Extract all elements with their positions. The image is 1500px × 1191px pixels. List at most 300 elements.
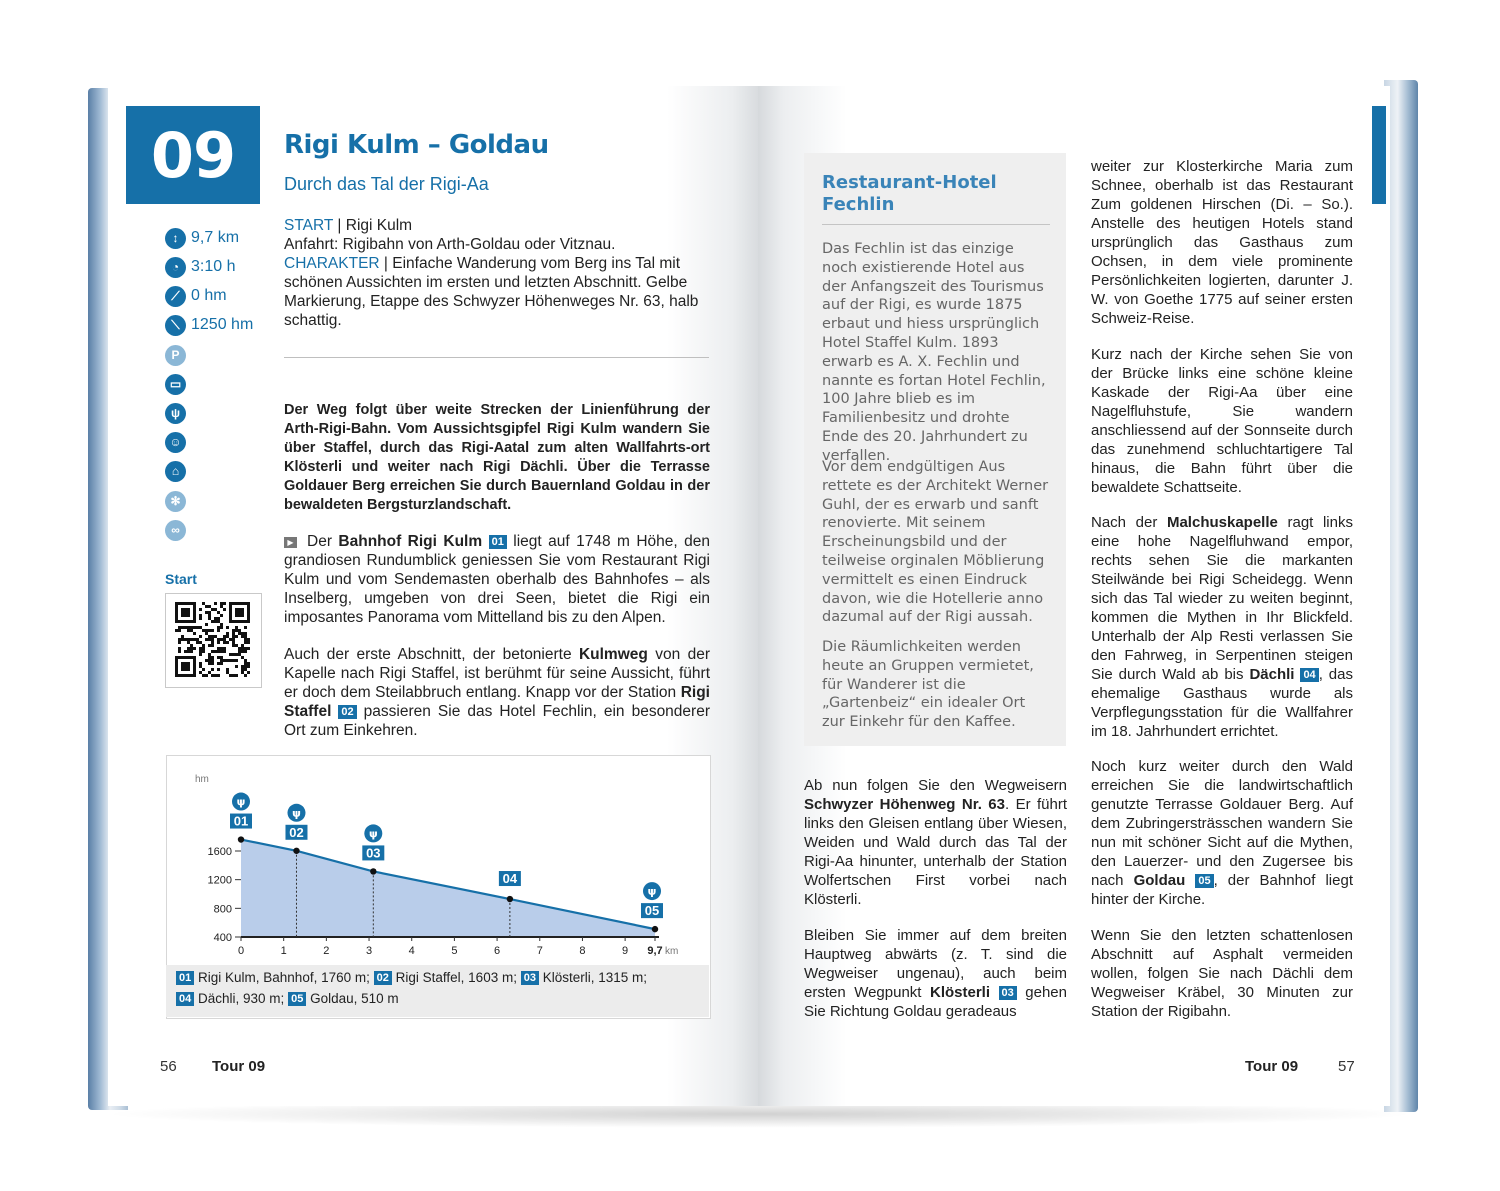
qr-module bbox=[193, 656, 196, 659]
qr-module bbox=[193, 617, 196, 620]
qr-module bbox=[226, 626, 229, 629]
legend-row-2 bbox=[176, 988, 699, 1009]
stat-ascent bbox=[165, 285, 227, 307]
qr-module bbox=[181, 626, 184, 629]
qr-module bbox=[241, 668, 244, 671]
qr-module bbox=[184, 638, 187, 641]
qr-module bbox=[211, 629, 214, 632]
qr-module bbox=[205, 632, 208, 635]
qr-module bbox=[235, 626, 238, 629]
qr-module bbox=[184, 620, 187, 623]
qr-module bbox=[181, 608, 184, 611]
right-col1-p1 bbox=[804, 776, 1067, 909]
qr-module bbox=[178, 638, 181, 641]
qr-module bbox=[199, 641, 202, 644]
qr-module bbox=[175, 614, 178, 617]
qr-module bbox=[211, 635, 214, 638]
bus-icon: ▭ bbox=[165, 374, 186, 395]
qr-module bbox=[199, 614, 202, 617]
qr-module bbox=[244, 626, 247, 629]
qr-module bbox=[235, 611, 238, 614]
qr-module bbox=[241, 620, 244, 623]
qr-module bbox=[244, 632, 247, 635]
qr-module bbox=[190, 638, 193, 641]
qr-module bbox=[220, 626, 223, 629]
qr-module bbox=[244, 635, 247, 638]
qr-module bbox=[181, 638, 184, 641]
qr-module bbox=[226, 668, 229, 671]
qr-module bbox=[199, 608, 202, 611]
qr-module bbox=[217, 650, 220, 653]
y-tick-label-1200: 1200 bbox=[207, 874, 232, 887]
y-tick-label-1600: 1600 bbox=[207, 846, 232, 858]
qr-module bbox=[208, 656, 211, 659]
qr-module bbox=[241, 632, 244, 635]
qr-module bbox=[211, 662, 214, 665]
qr-module bbox=[181, 656, 184, 659]
qr-module bbox=[247, 614, 250, 617]
qr-module bbox=[217, 647, 220, 650]
y-tick-label-800: 800 bbox=[213, 903, 232, 916]
x-tick-label-4: 4 bbox=[408, 945, 415, 957]
qr-module bbox=[247, 671, 250, 674]
qr-module bbox=[178, 674, 181, 677]
qr-module bbox=[175, 674, 178, 677]
restaurant-icon-glyph: ψ bbox=[647, 885, 657, 899]
waypoint-label-03: 03 bbox=[366, 845, 381, 861]
c2p4-b: Goldau bbox=[1133, 872, 1186, 889]
qr-module bbox=[211, 641, 214, 644]
qr-module bbox=[202, 629, 205, 632]
qr-module bbox=[241, 635, 244, 638]
legend-tag-04: 04 bbox=[176, 992, 194, 1006]
qr-module bbox=[208, 659, 211, 662]
right-col2-p1: weiter zur Klosterkirche Maria zum Schnee, oberhalb ist das Restaurant Zum goldenen Hirschen (Di. – So.). Anstelle des heutigen Hotels stand ursprünglich das Gasthaus zum Ochsen, in dem viele prominente Persönlichkeiten logierten, darunter J. W. von Goethe 1775 auf seiner ersten Schweiz-Reise. bbox=[1091, 158, 1353, 327]
qr-module bbox=[235, 608, 238, 611]
qr-module bbox=[220, 647, 223, 650]
qr-module bbox=[190, 620, 193, 623]
tour-info bbox=[284, 216, 712, 330]
kids-icon: ☺ bbox=[165, 432, 186, 453]
x-tick-label-0: 0 bbox=[237, 945, 245, 957]
qr-module bbox=[208, 653, 211, 656]
qr-module bbox=[223, 647, 226, 650]
right-col2-p3 bbox=[1091, 513, 1353, 741]
stat-descent bbox=[165, 314, 253, 336]
qr-module bbox=[175, 617, 178, 620]
qr-module bbox=[205, 623, 208, 626]
qr-module bbox=[244, 674, 247, 677]
info-box-p1: Das Fechlin ist das einzige noch existierende Hotel aus der Anfangszeit des Tourismus auf der Rigi, es wurde 1875 erbaut und hiess ursprünglich Hotel Staffel Kulm. 1893 erwarb es A. X. Fechlin und nannte es fortan Hotel Fechlin, 100 Jahre blieb es im Familienbesitz und drohte Ende des 20. Jahrhundert zu verfallen. bbox=[822, 241, 1046, 464]
waypoint-tag-05: 05 bbox=[1195, 874, 1213, 888]
qr-module bbox=[244, 662, 247, 665]
qr-module bbox=[211, 608, 214, 611]
qr-module bbox=[217, 641, 220, 644]
legend-text-03: Klösterli, 1315 m; bbox=[542, 970, 648, 985]
qr-module bbox=[247, 602, 250, 605]
c2p3-b: Malchuskapelle bbox=[1166, 514, 1278, 531]
qr-module bbox=[220, 638, 223, 641]
c2p4-c: , der Bahnhof liegt hinter der Kirche. bbox=[1091, 872, 1353, 908]
qr-module bbox=[199, 662, 202, 665]
profile-legend bbox=[166, 965, 709, 1017]
qr-module bbox=[229, 653, 232, 656]
qr-module bbox=[193, 611, 196, 614]
qr-module bbox=[199, 635, 202, 638]
footer-left: Tour 09 bbox=[212, 1058, 266, 1075]
qr-module bbox=[238, 614, 241, 617]
p1-a: Der bbox=[307, 533, 339, 550]
clock-icon: ◔ bbox=[165, 257, 186, 278]
qr-module bbox=[238, 620, 241, 623]
qr-module bbox=[184, 611, 187, 614]
qr-module bbox=[232, 659, 235, 662]
qr-module bbox=[247, 647, 250, 650]
qr-module bbox=[235, 674, 238, 677]
page-number-right: 57 bbox=[1338, 1058, 1355, 1075]
x-tick-label-8: 8 bbox=[579, 945, 586, 957]
qr-module bbox=[178, 629, 181, 632]
qr-module bbox=[247, 665, 250, 668]
p2-c: von der Kapelle nach Rigi Staffel, ist berühmt für seine Aussicht, führt er doch dem Steilabbruch entlang. Knapp vor der Station bbox=[284, 646, 710, 701]
qr-module bbox=[187, 620, 190, 623]
qr-module bbox=[214, 617, 217, 620]
qr-module bbox=[244, 650, 247, 653]
qr-module bbox=[184, 602, 187, 605]
qr-module bbox=[211, 668, 214, 671]
ascent-icon: ⟋ bbox=[165, 286, 186, 307]
qr-module bbox=[175, 659, 178, 662]
start-value: | Rigi Kulm bbox=[333, 217, 413, 234]
qr-module bbox=[217, 674, 220, 677]
bike-icon-row bbox=[165, 519, 186, 541]
qr-module bbox=[175, 620, 178, 623]
qr-module bbox=[187, 602, 190, 605]
qr-module bbox=[178, 641, 181, 644]
qr-module bbox=[241, 647, 244, 650]
qr-module bbox=[241, 656, 244, 659]
qr-module bbox=[190, 674, 193, 677]
qr-module bbox=[184, 668, 187, 671]
qr-module bbox=[244, 620, 247, 623]
qr-module bbox=[193, 602, 196, 605]
qr-module bbox=[214, 650, 217, 653]
waypoint-label-05: 05 bbox=[644, 903, 660, 919]
qr-module bbox=[220, 602, 223, 605]
start-key: START bbox=[284, 217, 334, 234]
qr-module bbox=[235, 665, 238, 668]
stat-time bbox=[165, 256, 235, 278]
right-col2-p2: Kurz nach der Kirche sehen Sie von der Brücke links eine schöne kleine Kaskade der Rigi-Aa über eine Nagelfluhstufe, Sie wandern anschliessend auf der Sonnseite durch das zunehmend schluchtartigere Tal hinaus, die Bahn führt über die bewaldete Schattseite. bbox=[1091, 346, 1353, 496]
qr-module bbox=[247, 662, 250, 665]
p2-d: Rigi Staffel bbox=[284, 684, 710, 720]
qr-module bbox=[223, 650, 226, 653]
qr-module bbox=[190, 602, 193, 605]
qr-module bbox=[217, 662, 220, 665]
c2p4-a: Noch kurz weiter durch den Wald erreichen Sie die landwirtschaftlich genutzte Terrasse Goldauer Berg. Auf dem Zubringersträsschen wandern Sie nun mit schöner Sicht auf die Mythen, den Lauerzer- und den Zugersee bis nach bbox=[1091, 758, 1353, 889]
qr-module bbox=[235, 620, 238, 623]
p1-b: Bahnhof Rigi Kulm bbox=[338, 533, 483, 550]
qr-module bbox=[241, 602, 244, 605]
qr-module bbox=[235, 653, 238, 656]
restaurant-icon-glyph: ψ bbox=[236, 795, 246, 809]
page-subtitle: Durch das Tal der Rigi-Aa bbox=[284, 174, 489, 194]
right-col1-p2 bbox=[804, 926, 1067, 1021]
right-col2-p5: Wenn Sie den letzten schattenlosen Abschnitt auf Asphalt vermeiden wollen, folgen Sie nach Dächli dem Wegweiser Kräbel, 30 Minuten zur Station der Rigibahn. bbox=[1091, 927, 1353, 1020]
restaurant-icon-glyph: ψ bbox=[368, 827, 378, 841]
c2p3-d: Dächli bbox=[1249, 666, 1295, 683]
qr-module bbox=[211, 638, 214, 641]
waypoint-tag-01: 01 bbox=[489, 535, 507, 549]
qr-module bbox=[208, 644, 211, 647]
qr-module bbox=[226, 641, 229, 644]
qr-module bbox=[184, 674, 187, 677]
qr-module bbox=[184, 662, 187, 665]
p2-b: Kulmweg bbox=[578, 646, 648, 663]
qr-module bbox=[175, 662, 178, 665]
qr-module bbox=[196, 626, 199, 629]
qr-module bbox=[181, 665, 184, 668]
qr-module bbox=[223, 635, 226, 638]
waypoint-dot-01 bbox=[238, 836, 244, 842]
play-icon: ▶ bbox=[284, 537, 297, 548]
qr-module bbox=[199, 653, 202, 656]
qr-module bbox=[244, 602, 247, 605]
qr-module bbox=[238, 650, 241, 653]
qr-module bbox=[196, 641, 199, 644]
c1p1-b: Schwyzer Höhenweg Nr. 63 bbox=[804, 796, 1005, 813]
qr-module bbox=[232, 638, 235, 641]
charakter-value: | Einfache Wanderung vom Berg ins Tal mit schönen Aussichten im ersten und letzten Abschnitt. Gelbe Markierung, Etappe des Schwyzer Höhenweges Nr. 63, halb schattig. bbox=[284, 255, 699, 329]
qr-module bbox=[247, 638, 250, 641]
x-tick-label-6: 6 bbox=[494, 945, 501, 957]
qr-module bbox=[241, 644, 244, 647]
qr-module bbox=[190, 650, 193, 653]
footer-right: Tour 09 bbox=[1245, 1058, 1299, 1075]
qr-module bbox=[184, 614, 187, 617]
qr-module bbox=[214, 608, 217, 611]
qr-module bbox=[229, 617, 232, 620]
qr-module bbox=[193, 620, 196, 623]
qr-module bbox=[247, 608, 250, 611]
y-axis-unit: hm bbox=[195, 774, 209, 785]
qr-module bbox=[187, 668, 190, 671]
qr-module bbox=[199, 671, 202, 674]
x-axis-unit: km bbox=[665, 946, 679, 957]
qr-module bbox=[238, 632, 241, 635]
qr-module bbox=[208, 638, 211, 641]
qr-module bbox=[181, 674, 184, 677]
qr-module bbox=[187, 611, 190, 614]
qr-module bbox=[232, 635, 235, 638]
qr-module bbox=[193, 626, 196, 629]
qr-module bbox=[181, 602, 184, 605]
qr-module bbox=[187, 626, 190, 629]
qr-module bbox=[205, 638, 208, 641]
legend-tag-01: 01 bbox=[176, 971, 194, 985]
qr-module bbox=[205, 659, 208, 662]
qr-module bbox=[223, 608, 226, 611]
qr-module bbox=[175, 665, 178, 668]
qr-module bbox=[232, 641, 235, 644]
qr-module bbox=[217, 617, 220, 620]
cable-car-icon-row bbox=[165, 460, 186, 482]
page-title: Rigi Kulm – Goldau bbox=[284, 130, 549, 160]
qr-module bbox=[181, 635, 184, 638]
qr-module bbox=[232, 629, 235, 632]
profile-area bbox=[241, 840, 655, 937]
waypoint-label-02: 02 bbox=[289, 824, 304, 840]
tour-number: 09 bbox=[126, 106, 260, 204]
qr-module bbox=[211, 650, 214, 653]
qr-module bbox=[208, 614, 211, 617]
qr-module bbox=[214, 602, 217, 605]
c1p2-c: gehen Sie Richtung Goldau geradeaus bbox=[804, 984, 1067, 1020]
qr-module bbox=[175, 656, 178, 659]
qr-module bbox=[205, 674, 208, 677]
paragraph-1 bbox=[284, 532, 710, 627]
qr-module bbox=[193, 638, 196, 641]
qr-module bbox=[223, 659, 226, 662]
qr-module bbox=[247, 611, 250, 614]
divider bbox=[284, 357, 709, 358]
qr-module bbox=[178, 647, 181, 650]
qr-module bbox=[226, 659, 229, 662]
qr-module bbox=[247, 605, 250, 608]
anfahrt-text: Anfahrt: Rigibahn von Arth-Goldau oder Vitznau. bbox=[284, 236, 616, 253]
qr-module bbox=[196, 638, 199, 641]
qr-module bbox=[202, 647, 205, 650]
qr-module bbox=[187, 656, 190, 659]
qr-module bbox=[202, 644, 205, 647]
stat-time-value: 3:10 h bbox=[191, 258, 236, 275]
qr-module bbox=[175, 629, 178, 632]
stat-ascent-value: 0 hm bbox=[191, 287, 227, 304]
qr-module bbox=[193, 608, 196, 611]
x-tick-label-9,7: 9,7 bbox=[647, 945, 663, 957]
page-number-left: 56 bbox=[160, 1058, 177, 1075]
restaurant-icon: ψ bbox=[165, 403, 186, 424]
qr-module bbox=[214, 620, 217, 623]
parking-icon-row bbox=[165, 344, 186, 366]
c1p2-a: Bleiben Sie immer auf dem breiten Hauptweg abwärts (z. T. sind die Wegweiser ungenau), auch beim ersten Wegpunkt bbox=[804, 927, 1067, 1001]
qr-module bbox=[229, 620, 232, 623]
qr-module bbox=[187, 614, 190, 617]
qr-module bbox=[187, 650, 190, 653]
qr-module bbox=[190, 626, 193, 629]
qr-module bbox=[217, 611, 220, 614]
waypoint-tag-02: 02 bbox=[338, 705, 356, 719]
qr-module bbox=[244, 638, 247, 641]
qr-code[interactable] bbox=[165, 593, 262, 688]
qr-module bbox=[238, 602, 241, 605]
legend-text-02: Rigi Staffel, 1603 m; bbox=[395, 970, 517, 985]
qr-module bbox=[175, 671, 178, 674]
qr-module bbox=[193, 614, 196, 617]
qr-module bbox=[235, 635, 238, 638]
qr-module bbox=[247, 620, 250, 623]
qr-module bbox=[178, 620, 181, 623]
restaurant-icon-glyph: ψ bbox=[292, 806, 301, 820]
qr-module bbox=[211, 656, 214, 659]
qr-module bbox=[241, 665, 244, 668]
y-tick-label-400: 400 bbox=[213, 932, 232, 944]
stat-descent-value: 1250 hm bbox=[191, 316, 254, 333]
start-label: Start bbox=[165, 571, 197, 587]
qr-module bbox=[208, 611, 211, 614]
qr-module bbox=[223, 602, 226, 605]
legend-tag-02: 02 bbox=[374, 971, 392, 985]
qr-module bbox=[193, 632, 196, 635]
qr-module bbox=[220, 662, 223, 665]
x-tick-label-2: 2 bbox=[323, 945, 330, 957]
waypoint-dot-05 bbox=[652, 926, 658, 932]
qr-module bbox=[217, 638, 220, 641]
qr-module bbox=[193, 605, 196, 608]
restaurant-icon-row bbox=[165, 402, 186, 424]
snowflake-icon: ✻ bbox=[165, 491, 186, 512]
distance-icon: ↕ bbox=[165, 228, 186, 249]
qr-module bbox=[211, 674, 214, 677]
qr-module bbox=[241, 614, 244, 617]
chapter-tab-right bbox=[1372, 106, 1386, 204]
qr-module bbox=[211, 620, 214, 623]
c1p1-a: Ab nun folgen Sie den Wegweisern bbox=[804, 777, 1067, 794]
qr-module bbox=[190, 629, 193, 632]
qr-module bbox=[193, 674, 196, 677]
qr-module bbox=[229, 614, 232, 617]
qr-module bbox=[238, 608, 241, 611]
c1p2-b: Klösterli bbox=[929, 984, 990, 1001]
qr-module bbox=[190, 656, 193, 659]
qr-module bbox=[208, 617, 211, 620]
qr-module bbox=[181, 614, 184, 617]
paragraph-2 bbox=[284, 645, 710, 740]
qr-module bbox=[199, 647, 202, 650]
qr-module bbox=[208, 635, 211, 638]
qr-module bbox=[187, 665, 190, 668]
qr-module bbox=[178, 650, 181, 653]
qr-module bbox=[193, 671, 196, 674]
qr-module bbox=[217, 656, 220, 659]
qr-module bbox=[232, 632, 235, 635]
qr-module bbox=[184, 656, 187, 659]
qr-module bbox=[208, 605, 211, 608]
x-tick-label-5: 5 bbox=[451, 945, 458, 957]
x-tick-label-3: 3 bbox=[365, 945, 373, 957]
qr-module bbox=[232, 620, 235, 623]
qr-module bbox=[235, 644, 238, 647]
qr-module bbox=[193, 665, 196, 668]
qr-module bbox=[178, 656, 181, 659]
descent-icon: ⟍ bbox=[165, 315, 186, 336]
qr-module bbox=[226, 635, 229, 638]
c2p3-e: , das ehemalige Gasthaus wurde als Verpflegungsstation für die Wallfahrer im 18. Jahrhundert errichtet. bbox=[1091, 666, 1353, 740]
kids-icon-row bbox=[165, 431, 186, 453]
qr-module bbox=[187, 674, 190, 677]
qr-module bbox=[235, 659, 238, 662]
qr-module bbox=[235, 629, 238, 632]
info-box-p2: Vor dem endgültigen Aus rettete es der Architekt Werner Guhl, der es erwarb und sanft renovierte. Mit seinem Erscheinungsbild und der teilweise orginalen Möblierung vermittelt es einen Eindruck davon, wie die Hotellerie anno dazumal auf der Rigi aussah. bbox=[822, 459, 1049, 626]
qr-module bbox=[247, 617, 250, 620]
qr-module bbox=[205, 605, 208, 608]
qr-module bbox=[229, 659, 232, 662]
qr-module bbox=[181, 668, 184, 671]
waypoint-dot-03 bbox=[370, 868, 376, 874]
c2p3-a: Nach der bbox=[1091, 514, 1167, 531]
qr-module bbox=[199, 626, 202, 629]
qr-module bbox=[217, 629, 220, 632]
